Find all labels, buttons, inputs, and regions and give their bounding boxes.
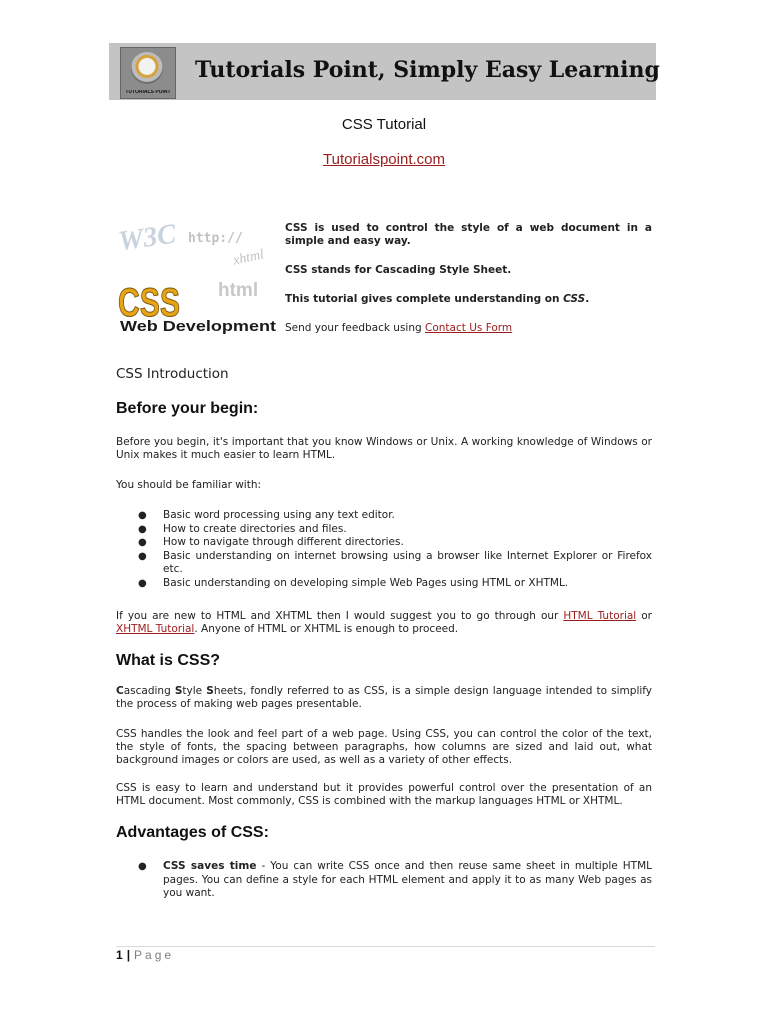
what-paragraph-3: CSS is easy to learn and understand but it provides powerful control over the presentation of an HTML document. Most commonly, CSS is combined with the markup languages HTML or XHTML. [116,782,652,807]
page-label: Page [134,948,175,962]
css-introduction-title: CSS Introduction [116,366,229,382]
css-image-text: CSS [118,281,180,325]
word-ascading: ascading [123,685,175,697]
list-item [116,509,652,523]
web-development-image-text: Web Development [120,318,277,335]
html-image-text: html [218,280,259,301]
hero-paragraph-3 [285,293,652,306]
css-web-development-image [116,218,279,336]
logo-emblem-icon [131,52,163,84]
page-number: 1 [116,948,123,962]
suggest-text: If you are new to HTML and XHTML then I would suggest you to go through our [116,610,564,622]
before-paragraph-3 [116,610,652,636]
what-is-css-heading: What is CSS? [116,652,221,669]
what-p1-rest: heets, fondly referred to as CSS, is a simple design language intended to simplify the process of making web pages presentable. [116,685,653,710]
advantage-title: CSS saves time [163,860,257,872]
proceed-text: . Anyone of HTML or XHTML is enough to proceed. [194,623,459,635]
list-item-text: Basic understanding on developing simple Web Pages using HTML or XHTML. [163,576,569,589]
list-item-text: How to navigate through different directories. [163,536,404,548]
list-item [116,550,652,577]
or-text: or [636,610,652,622]
tutorialspoint-logo [120,47,176,99]
footer-separator: | [126,948,131,962]
initial-s2: S [206,685,214,697]
before-paragraph-1: Before you begin, it's important that you know Windows or Unix. A working knowledge of Windows or Unix makes it much easier to learn HTML. [116,436,652,461]
prerequisites-list [116,509,652,590]
list-item [116,577,652,591]
what-paragraph-2: CSS handles the look and feel part of a web page. Using CSS, you can control the color of the text, the style of fonts, the spacing between paragraphs, how columns are sized and laid out, what background images or colors are used, as well as a variety of other effects. [116,728,652,766]
feedback-text: Send your feedback using [285,322,426,334]
initial-s1: S [174,685,183,697]
hero-p3-text: This tutorial gives complete understanding on [285,293,564,305]
bullet-icon: ● [138,537,147,548]
footer-divider [116,946,655,947]
list-item [116,860,652,901]
header-banner [109,43,660,100]
contact-us-link[interactable]: Contact Us Form [425,322,513,334]
what-paragraph-1 [116,685,652,711]
hero-text [285,222,652,351]
hero-paragraph-1: CSS is used to control the style of a web document in a simple and easy way. [285,222,652,247]
header-title: Tutorials Point, Simply Easy Learning [195,57,660,83]
hero-p3-suffix: . [585,293,590,305]
before-begin-heading: Before your begin: [116,400,259,417]
advantage-text: - You can write CSS once and then reuse same sheet in multiple HTML pages. You can define a style for each HTML element and apply it to as many Web pages as you want. [163,860,652,899]
site-link[interactable]: Tutorialspoint.com [323,151,445,168]
advantages-list [116,860,652,901]
bullet-icon: ● [138,550,147,562]
before-paragraph-2: You should be familiar with: [116,479,262,491]
list-item-text: How to create directories and files. [163,522,347,535]
xhtml-tutorial-link[interactable]: XHTML Tutorial [116,623,195,635]
list-item [116,536,652,550]
initial-c: C [116,685,124,697]
bullet-icon: ● [138,861,147,872]
bullet-icon: ● [138,510,147,521]
list-item-text: Basic word processing using any text editor. [163,509,395,521]
html-tutorial-link[interactable]: HTML Tutorial [563,610,637,622]
http-image-text: http:// [188,231,243,246]
advantages-heading: Advantages of CSS: [116,824,269,841]
bullet-icon: ● [138,523,147,535]
list-item [116,523,652,537]
xhtml-image-text: xhtml [231,247,266,269]
logo-text: TUTORIALS POINT [125,90,171,95]
page-footer [116,948,174,962]
w3c-image-text: W3C [116,218,178,258]
list-item-text: Basic understanding on internet browsing using a browser like Internet Explorer or Firefox etc. [163,549,652,575]
word-tyle: tyle [182,685,207,697]
hero-paragraph-4 [285,322,652,335]
bullet-icon: ● [138,577,147,589]
document-title: CSS Tutorial [341,116,427,133]
hero-p3-em: CSS [563,293,586,305]
hero-paragraph-2: CSS stands for Cascading Style Sheet. [285,264,512,276]
